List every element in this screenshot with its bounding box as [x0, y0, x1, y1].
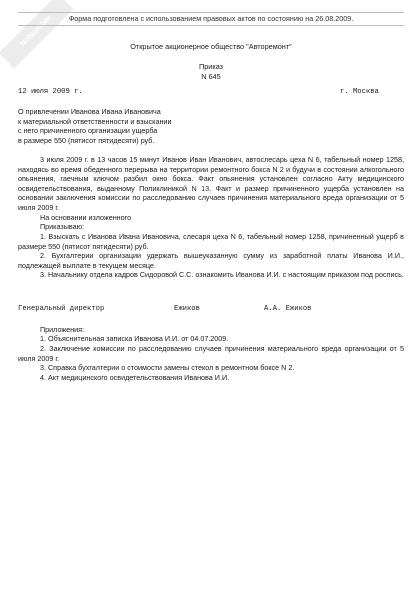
organization-name: Открытое акционерное общество "Авторемонт" [130, 42, 292, 51]
form-note-banner: Форма подготовлена с использованием правовых актов по состоянию на 26.08.2009. [18, 12, 404, 26]
subject-line: к материальной ответственности и взыскании [18, 116, 172, 126]
order-item-2: 2. Бухгалтерии организации удержать вышеуказанную сумму из заработной платы Иванова И.И., подлежащей выплате в текущем месяце. [18, 251, 404, 270]
subject-line: О привлечении Иванова Ивана Ивановича [18, 107, 161, 116]
signatory-name: А.А. Ежиков [264, 305, 312, 313]
attachment-item-1: 1. Объяснительная записка Иванова И.И. от 04.07.2009. [40, 334, 229, 343]
order-word: Приказываю: [40, 222, 84, 231]
signatory-position: Генеральный директор [18, 305, 105, 313]
subject-line: с него причиненного организации ущерба [18, 126, 158, 135]
watermark-stamp: NoNumber [0, 0, 73, 68]
document-city: г. Москва [340, 88, 379, 96]
attachment-item-3: 3. Справка бухгалтерии о стоимости замены стекол в ремонтном боксе N 2. [40, 363, 295, 372]
order-item-3: 3. Начальнику отдела кадров Сидоровой С.С. ознакомить Иванова И.И. с настоящим приказом под роспись. [40, 270, 404, 279]
subject-block [18, 107, 218, 145]
subject-line: в размере 550 (пятисот пятидесяти) руб. [18, 135, 155, 145]
order-item-1: 1. Взыскать с Иванова Ивана Ивановича, слесаря цеха N 6, табельный номер 1258, причиненный ущерб в размере 550 (пятисот пятидесяти) руб. [18, 232, 404, 251]
document-number: N 645 [201, 72, 221, 81]
body-paragraph: 3 июля 2009 г. в 13 часов 15 минут Иванов Иван Иванович, автослесарь цеха N 6, табельный номер 1258, находясь во время обеденного перерыва на территории ремонтного бокса N 2 и будучи в состоянии алкогольного опьянения, гаечным ключом разбил окно бокса. Факт опьянения установлен согласно Акту медицинского освидетельствования, выданному Поликлиникой N 13. Факт и размер причиненного ущерба установлен на основании заключения комиссии по расследованию случаев причинения материального вреда организации от 5 июля 2009 г. [18, 155, 404, 212]
attachment-item-4: 4. Акт медицинского освидетельствования Иванова И.И. [40, 373, 230, 382]
signature-mark: Ежиков [174, 305, 200, 313]
document-date: 12 июля 2009 г. [18, 88, 83, 96]
attachment-item-2: 2. Заключение комиссии по расследованию случаев причинения материального вреда организации от 5 июля 2009 г. [18, 344, 404, 363]
document-type: Приказ [198, 62, 224, 71]
basis-text: На основании изложенного [40, 213, 132, 222]
attachments-title: Приложения: [40, 325, 85, 334]
